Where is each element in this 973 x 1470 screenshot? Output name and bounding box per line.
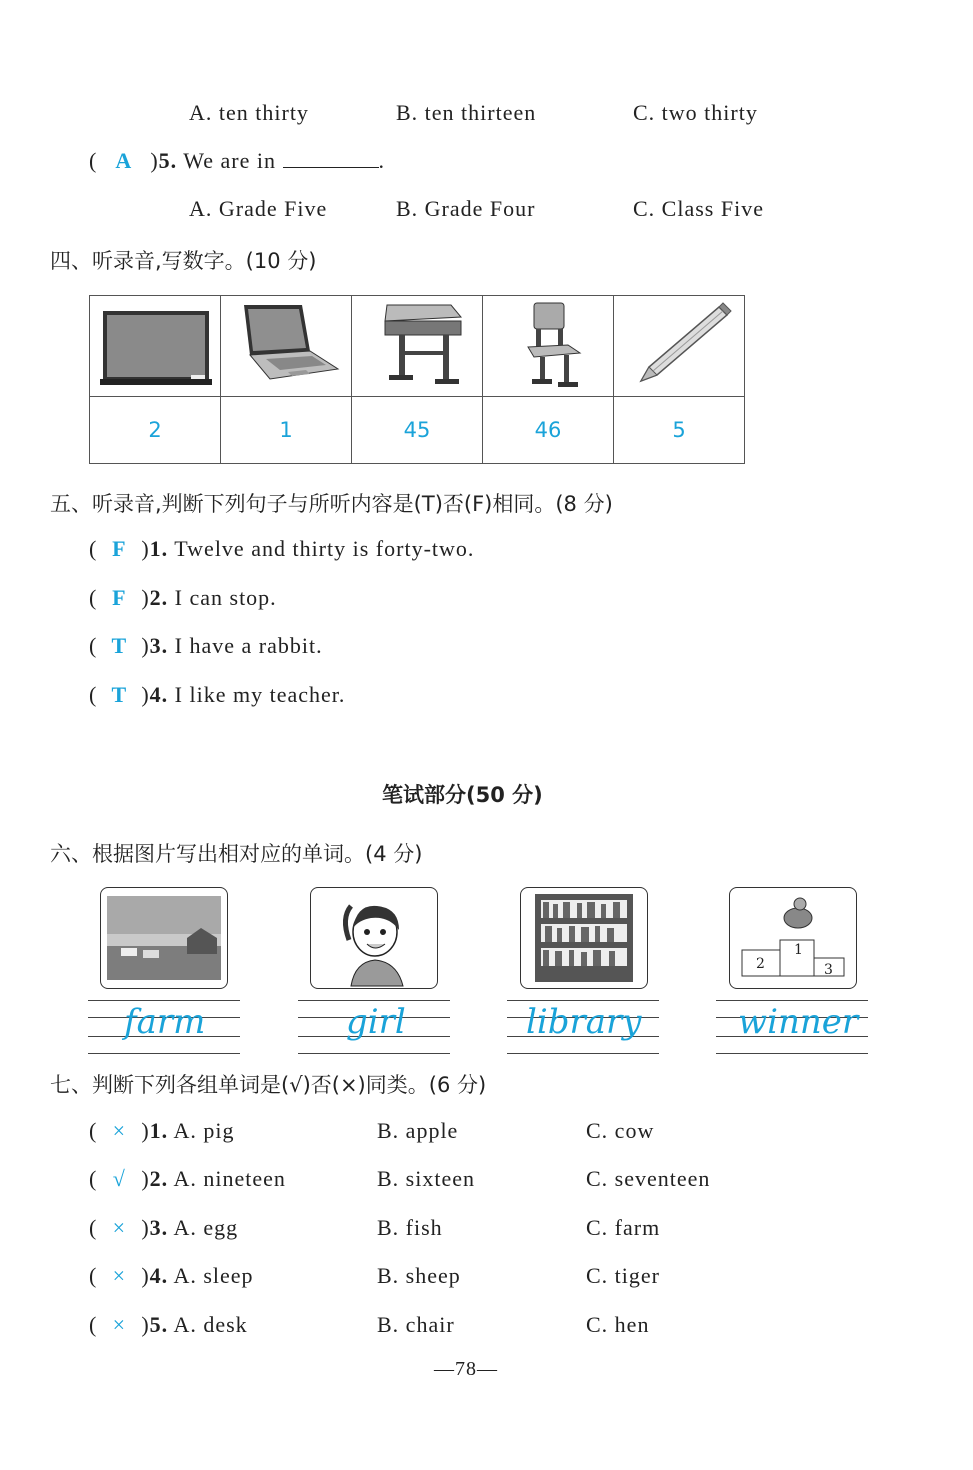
handwritten-answer: winner <box>738 1002 859 1042</box>
word-a: A. sleep <box>173 1263 254 1288</box>
classify-item: ( × )1. A. pig <box>89 1118 235 1143</box>
option-b: B. ten thirteen <box>396 100 537 125</box>
section-7-title: 七、判断下列各组单词是(√)否(×)同类。(6 分) <box>50 1073 487 1097</box>
girl-picture <box>310 887 438 989</box>
paren-right: ) <box>150 148 159 173</box>
winner-picture <box>729 887 857 989</box>
laptop-icon <box>226 299 346 389</box>
option-c: C. Class Five <box>633 196 764 221</box>
value-cell: 45 <box>352 397 483 464</box>
tf-item: ( F )2. I can stop. <box>89 585 277 610</box>
podium-first: 1 <box>794 942 803 958</box>
word-b: B. sixteen <box>377 1166 475 1191</box>
item-number: 4. <box>149 1263 169 1288</box>
handwritten-answer: farm <box>124 1002 206 1042</box>
classify-item: ( × )4. A. sleep <box>89 1263 254 1288</box>
word-a: A. nineteen <box>173 1166 286 1191</box>
tf-item: ( F )1. Twelve and thirty is forty-two. <box>89 536 475 561</box>
word-b: B. chair <box>377 1312 455 1337</box>
item-text: I have a rabbit. <box>174 633 323 658</box>
item-number: 2. <box>149 585 169 610</box>
section-4-title: 四、听录音,写数字。(10 分) <box>50 249 317 273</box>
classify-item: ( × )3. A. egg <box>89 1215 239 1240</box>
item-text: I like my teacher. <box>174 682 346 707</box>
picture-number-table <box>89 295 745 464</box>
answer-mark: √ <box>112 1166 126 1191</box>
item-text: Twelve and thirty is forty-two. <box>174 536 475 561</box>
library-picture <box>520 887 648 989</box>
desk-icon <box>357 299 477 389</box>
value-cell: 2 <box>90 397 221 464</box>
answer-mark: × <box>112 1312 127 1337</box>
paren-left: ( <box>89 148 98 173</box>
blackboard-icon <box>95 299 215 389</box>
answer-mark: T <box>111 633 128 658</box>
option-c: C. two thirty <box>633 100 758 125</box>
tf-item: ( T )4. I like my teacher. <box>89 682 346 707</box>
word-a: A. desk <box>173 1312 248 1337</box>
written-part-heading: 笔试部分(50 分) <box>382 783 543 807</box>
item-number: 5. <box>149 1312 169 1337</box>
chair-icon <box>488 299 608 389</box>
value-cell: 46 <box>483 397 614 464</box>
question-number: 5. <box>158 148 178 173</box>
item-number: 3. <box>149 1215 169 1240</box>
word-c: C. farm <box>586 1215 661 1240</box>
answer-mark: A <box>115 148 133 173</box>
word-c: C. tiger <box>586 1263 660 1288</box>
question-end: . <box>378 148 386 173</box>
question-text: We are in <box>183 148 277 173</box>
word-c: C. cow <box>586 1118 655 1143</box>
word-b: B. apple <box>377 1118 459 1143</box>
classify-item: ( √ )2. A. nineteen <box>89 1166 286 1191</box>
word-c: C. hen <box>586 1312 650 1337</box>
pencil-icon <box>619 299 739 389</box>
item-number: 3. <box>149 633 169 658</box>
tf-item: ( T )3. I have a rabbit. <box>89 633 323 658</box>
answer-mark: F <box>112 585 127 610</box>
answer-mark: F <box>112 536 127 561</box>
desk-cell <box>352 296 483 397</box>
farm-picture <box>100 887 228 989</box>
option-a: A. Grade Five <box>189 196 328 221</box>
option-a: A. ten thirty <box>189 100 309 125</box>
item-number: 1. <box>149 1118 169 1143</box>
answer-mark: × <box>112 1118 127 1143</box>
word-b: B. sheep <box>377 1263 461 1288</box>
item-number: 4. <box>149 682 169 707</box>
section-5-title: 五、听录音,判断下列句子与所听内容是(T)否(F)相同。(8 分) <box>50 492 613 516</box>
section-6-title: 六、根据图片写出相对应的单词。(4 分) <box>50 842 423 866</box>
word-b: B. fish <box>377 1215 443 1240</box>
chair-cell <box>483 296 614 397</box>
answer-mark: × <box>112 1215 127 1240</box>
podium-third: 3 <box>824 962 833 978</box>
classify-item: ( × )5. A. desk <box>89 1312 248 1337</box>
item-number: 1. <box>149 536 169 561</box>
answer-mark: × <box>112 1263 127 1288</box>
value-cell: 5 <box>614 397 745 464</box>
option-b: B. Grade Four <box>396 196 536 221</box>
item-text: I can stop. <box>174 585 277 610</box>
question-5 <box>89 148 385 174</box>
answer-blank[interactable] <box>283 149 379 168</box>
word-c: C. seventeen <box>586 1166 711 1191</box>
value-cell: 1 <box>221 397 352 464</box>
item-number: 2. <box>149 1166 169 1191</box>
word-a: A. pig <box>173 1118 235 1143</box>
blackboard-cell <box>90 296 221 397</box>
laptop-cell <box>221 296 352 397</box>
page-number: —78— <box>434 1358 498 1380</box>
pencil-cell <box>614 296 745 397</box>
handwritten-answer: library <box>526 1002 642 1042</box>
handwritten-answer: girl <box>346 1002 406 1042</box>
answer-mark: T <box>111 682 128 707</box>
word-a: A. egg <box>173 1215 239 1240</box>
podium-second: 2 <box>756 956 765 972</box>
